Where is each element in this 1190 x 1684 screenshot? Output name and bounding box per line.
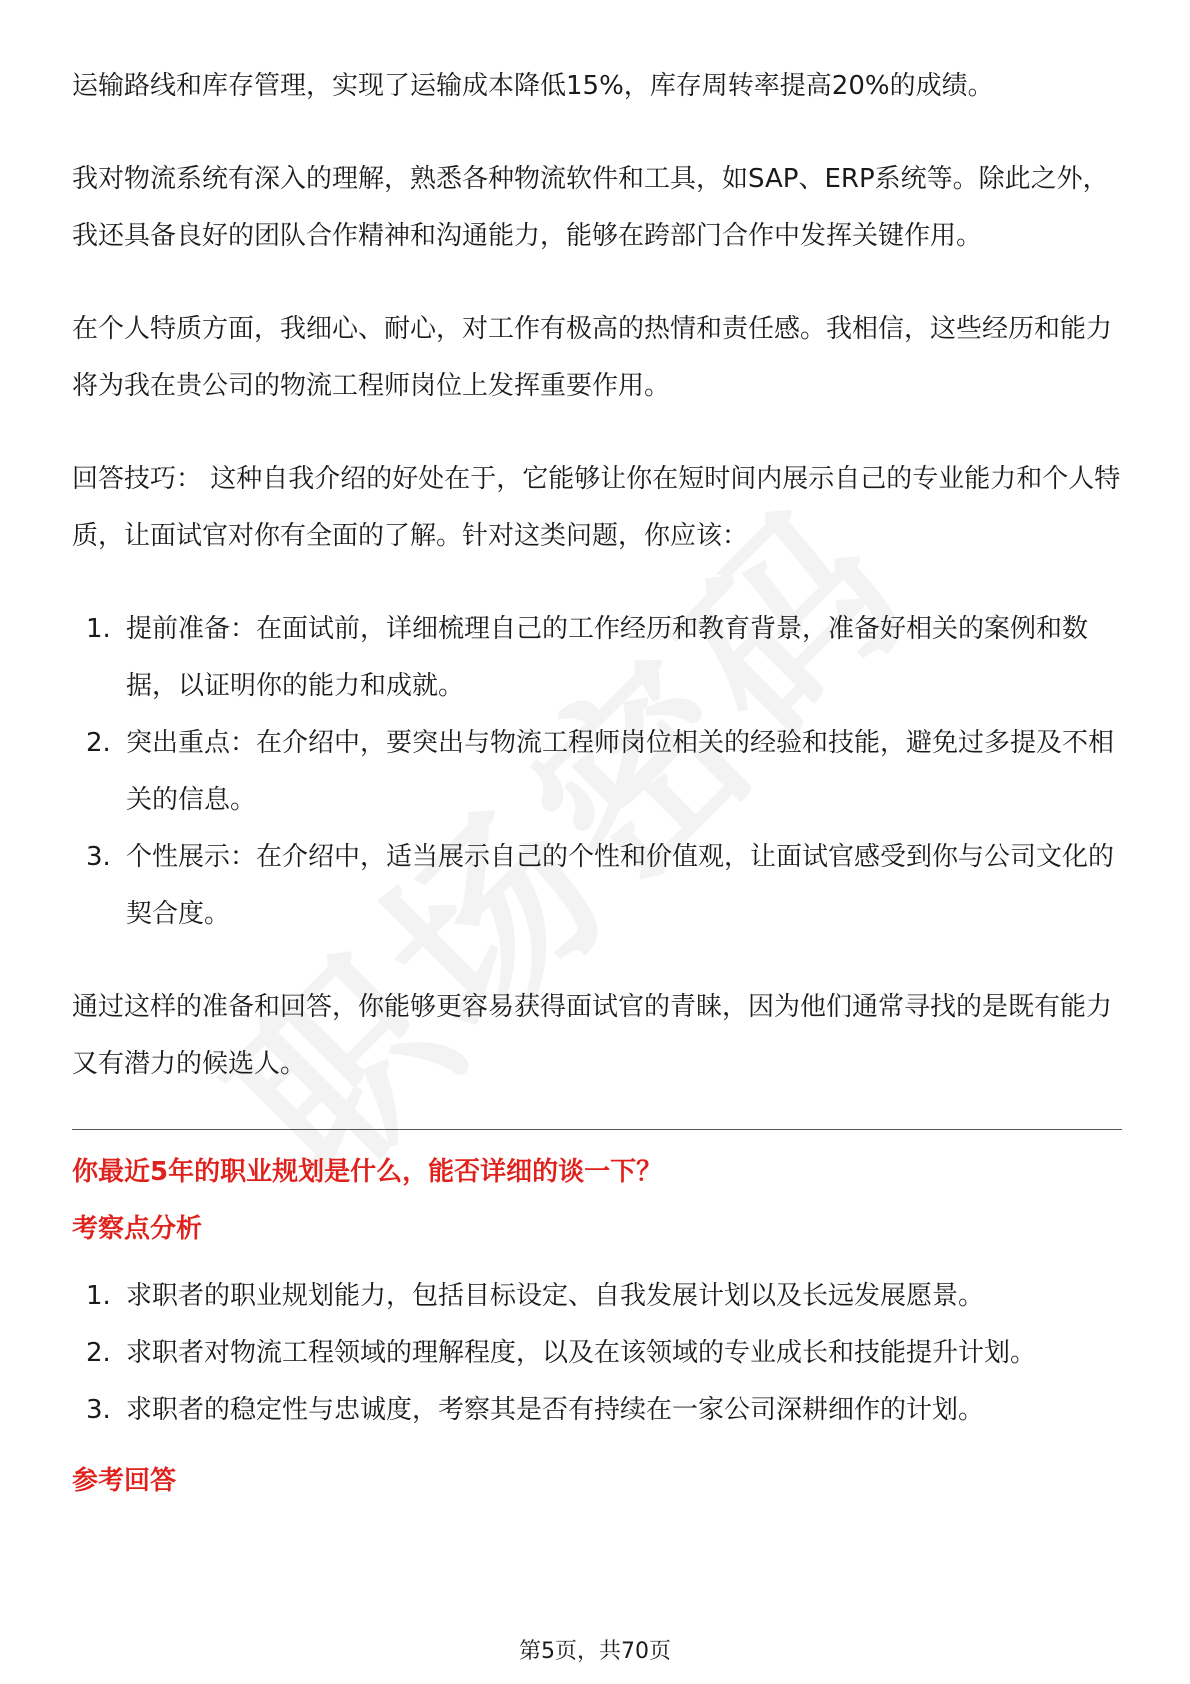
analysis-heading: 考察点分析 <box>72 1214 203 1244</box>
list-number: 2. <box>86 728 111 758</box>
list-item <box>72 715 1122 829</box>
paragraph-3: 在个人特质方面，我细心、耐心，对工作有极高的热情和责任感。我相信，这些经历和能力将为我在贵公司的物流工程师岗位上发挥重要作用。 <box>72 314 1113 401</box>
tips-list <box>72 601 1122 943</box>
list-item <box>72 829 1122 943</box>
list-item <box>72 1268 1122 1325</box>
analysis-list <box>72 1268 1122 1439</box>
list-item <box>72 1325 1122 1382</box>
list-item-text: 求职者对物流工程领域的理解程度，以及在该领域的专业成长和技能提升计划。 <box>126 1338 1037 1368</box>
list-number: 3. <box>86 842 111 872</box>
list-number: 3. <box>86 1395 111 1425</box>
answer-tips-intro: 回答技巧： 这种自我介绍的好处在于，它能够让你在短时间内展示自己的专业能力和个人特质，让面试官对你有全面的了解。针对这类问题，你应该： <box>72 464 1121 551</box>
list-item-text: 提前准备：在面试前，详细梳理自己的工作经历和教育背景，准备好相关的案例和数据，以证明你的能力和成就。 <box>126 614 1089 701</box>
answer-heading: 参考回答 <box>72 1466 177 1496</box>
paragraph-1: 运输路线和库存管理，实现了运输成本降低15%，库存周转率提高20%的成绩。 <box>72 71 994 101</box>
question-heading: 你最近5年的职业规划是什么，能否详细的谈一下？ <box>72 1157 663 1187</box>
list-item-text: 个性展示：在介绍中，适当展示自己的个性和价值观，让面试官感受到你与公司文化的契合度。 <box>126 842 1115 929</box>
list-number: 2. <box>86 1338 111 1368</box>
paragraph-2: 我对物流系统有深入的理解，熟悉各种物流软件和工具，如SAP、ERP系统等。除此之外，我还具备良好的团队合作精神和沟通能力，能够在跨部门合作中发挥关键作用。 <box>72 164 1109 251</box>
section-divider <box>72 1129 1122 1130</box>
list-item-text: 求职者的职业规划能力，包括目标设定、自我发展计划以及长远发展愿景。 <box>126 1281 985 1311</box>
list-item <box>72 1382 1122 1439</box>
page-number: 第5页，共70页 <box>519 1639 671 1664</box>
page-content <box>72 58 1122 1520</box>
list-item-text: 求职者的稳定性与忠诚度，考察其是否有持续在一家公司深耕细作的计划。 <box>126 1395 985 1425</box>
list-number: 1. <box>86 614 111 644</box>
list-item-text: 突出重点：在介绍中，要突出与物流工程师岗位相关的经验和技能，避免过多提及不相关的信息。 <box>126 728 1115 815</box>
list-item <box>72 601 1122 715</box>
list-number: 1. <box>86 1281 111 1311</box>
conclusion-paragraph: 通过这样的准备和回答，你能够更容易获得面试官的青睐，因为他们通常寻找的是既有能力又有潜力的候选人。 <box>72 992 1113 1079</box>
